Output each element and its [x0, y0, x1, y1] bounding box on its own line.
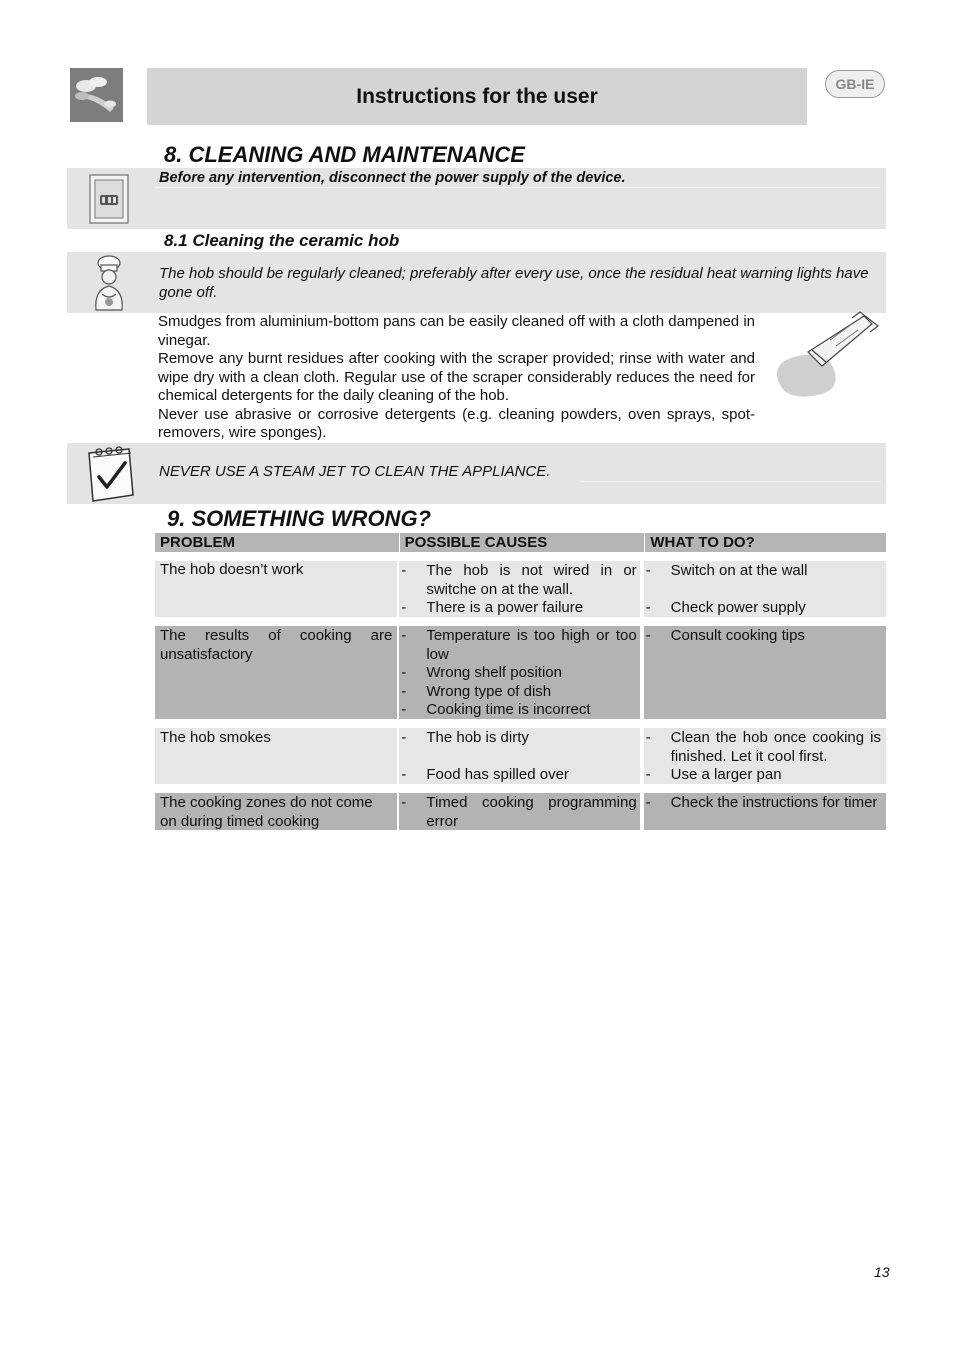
actions-cell [644, 561, 886, 617]
cleaning-paragraphs [158, 313, 755, 443]
section-8-heading: 8. CLEANING AND MAINTENANCE [164, 142, 525, 167]
action-item: - Clean the hob once cooking is finished. Let it cool first. [645, 729, 881, 765]
action-item: - Use a larger pan [645, 766, 782, 783]
table-header [155, 533, 886, 552]
notepad-check-icon [67, 443, 150, 504]
section-8-1-heading: 8.1 Cleaning the ceramic hob [164, 231, 400, 250]
column-header-actions: WHAT TO DO? [644, 533, 886, 552]
cause-item: - There is a power failure [401, 599, 584, 616]
language-badge: GB-IE [825, 70, 885, 98]
divider [580, 481, 881, 482]
cause-item: - Cooking time is incorrect [401, 701, 591, 718]
paragraph: Never use abrasive or corrosive detergents (e.g. cleaning powders, oven sprays, spot-removers, wire sponges). [158, 405, 755, 441]
action-item: - Check power supply [645, 599, 806, 616]
cause-item: - Food has spilled over [401, 766, 569, 783]
problem-cell: The cooking zones do not come on during timed cooking [155, 793, 397, 830]
action-item: - Consult cooking tips [645, 627, 805, 644]
section-9-heading: 9. SOMETHING WRONG? [167, 506, 431, 531]
page-number: 13 [874, 1264, 890, 1280]
note-text: NEVER USE A STEAM JET TO CLEAN THE APPLIANCE. [159, 463, 551, 480]
actions-cell [644, 728, 886, 784]
table-row [155, 728, 886, 784]
column-header-problem: PROBLEM [160, 534, 235, 551]
cause-item: - Timed cooking programming error [401, 794, 637, 830]
power-socket-icon [67, 168, 150, 229]
tip-text: The hob should be regularly cleaned; preferably after every use, once the residual heat warning lights have gone off. [159, 265, 869, 301]
causes-cell [399, 793, 641, 830]
action-item: - Check the instructions for timer [645, 794, 878, 811]
cause-item: - Wrong shelf position [401, 664, 562, 681]
cause-item: - Wrong type of dish [401, 682, 552, 700]
table-row [155, 561, 886, 617]
actions-cell [644, 626, 886, 719]
spoon-logo-icon [70, 68, 123, 122]
paragraph: Remove any burnt residues after cooking with the scraper provided; rinse with water and wipe dry with a clean cloth. Regular use of the scraper considerably reduces the need for chemical detergents for the daily cleaning of the hob. [158, 350, 755, 404]
header-title: Instructions for the user [356, 84, 598, 108]
scraper-icon [768, 310, 884, 402]
cause-item: - Temperature is too high or too low [401, 627, 637, 663]
problem-cell: The hob doesn’t work [155, 561, 397, 617]
header-title-bar [147, 68, 807, 125]
column-header-causes: POSSIBLE CAUSES [399, 533, 643, 552]
problem-cell: The hob smokes [155, 728, 397, 784]
chef-icon [67, 252, 150, 313]
table-row [155, 793, 886, 830]
cause-item: - The hob is dirty [401, 729, 529, 746]
actions-cell [644, 793, 886, 830]
action-item: - Switch on at the wall [645, 562, 808, 579]
paragraph: Smudges from aluminium-bottom pans can be easily cleaned off with a cloth dampened in vinegar. [158, 313, 755, 349]
table-row [155, 626, 886, 719]
causes-cell [399, 728, 641, 784]
divider [155, 187, 881, 188]
causes-cell [399, 626, 641, 719]
cause-item: - The hob is not wired in or switche on at the wall. [401, 562, 637, 598]
warning-text: Before any intervention, disconnect the power supply of the device. [159, 170, 626, 186]
causes-cell [399, 561, 641, 617]
troubleshooting-table [155, 533, 886, 830]
problem-cell: The results of cooking are unsatisfactory [155, 626, 397, 719]
